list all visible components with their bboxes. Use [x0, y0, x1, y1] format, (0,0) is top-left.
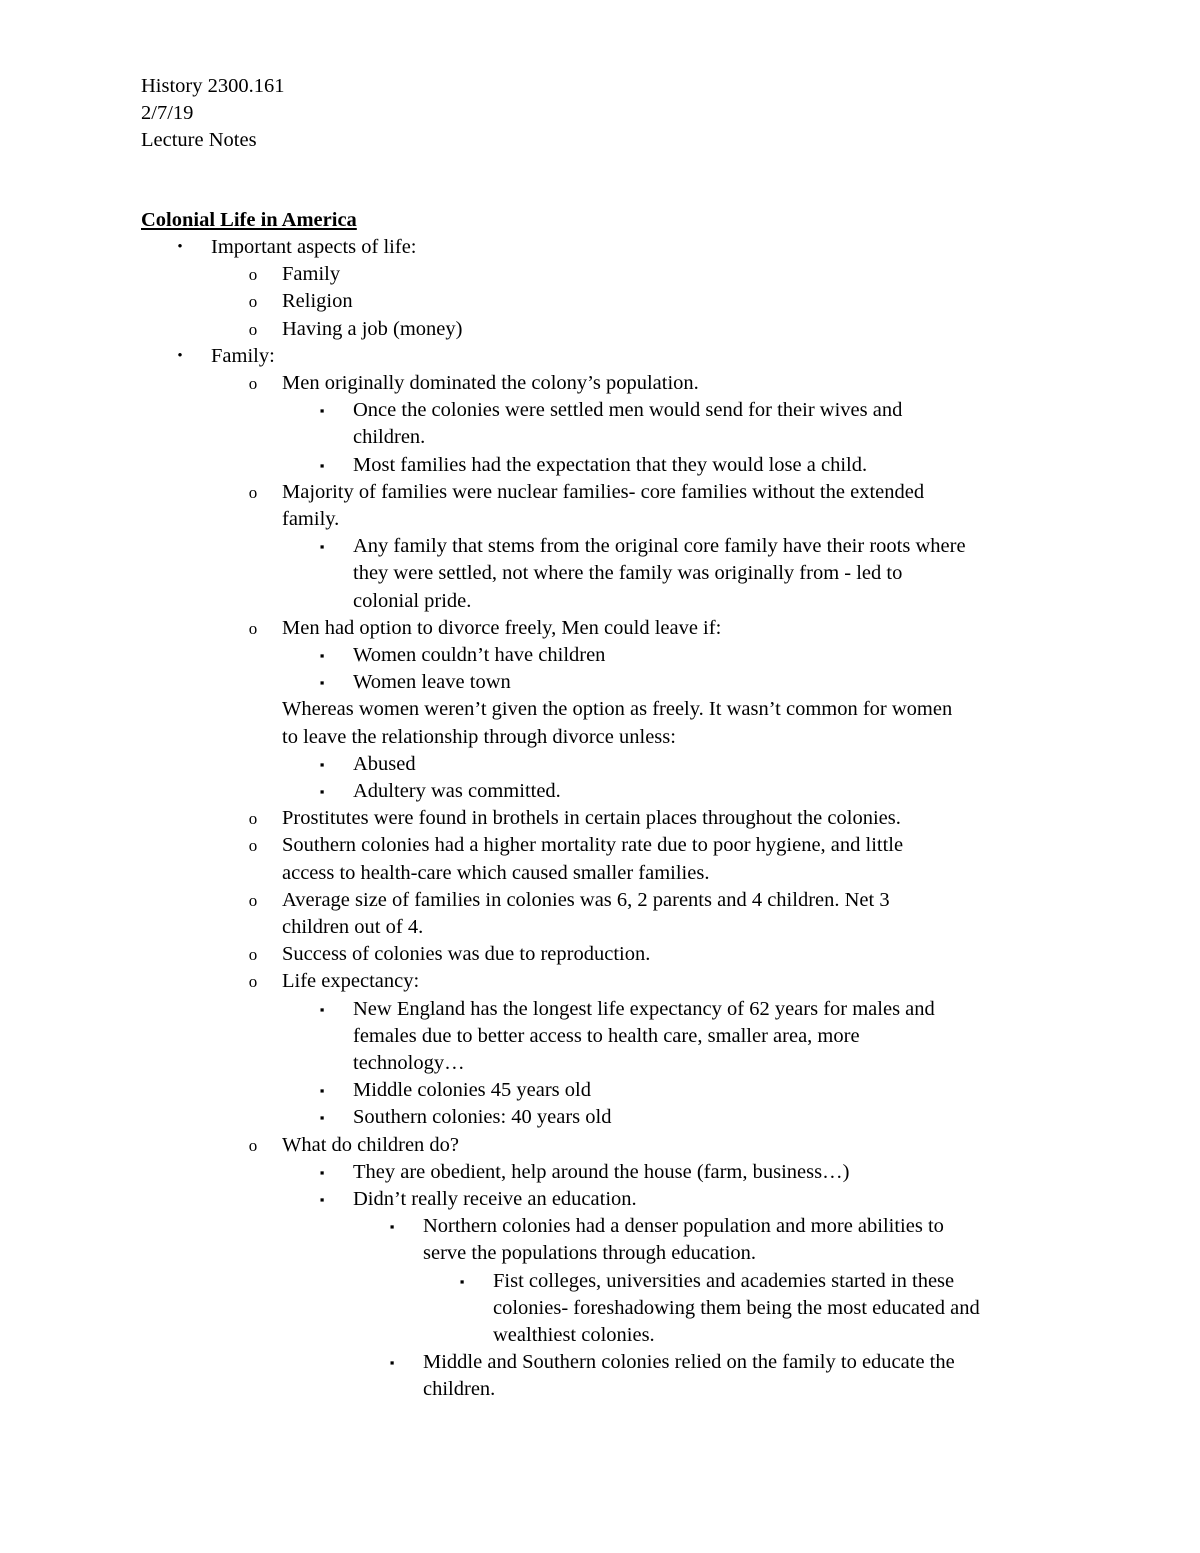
bullet-marker: ▪ [319, 403, 325, 418]
note-line: Fist colleges, universities and academies started in these [493, 1270, 955, 1292]
section-title: Colonial Life in America [141, 209, 357, 231]
note-line: Family [282, 263, 341, 285]
bullet-marker: o [248, 945, 258, 964]
bullet-marker: ▪ [459, 1274, 465, 1289]
note-line: Southern colonies had a higher mortality rate due to poor hygiene, and little [282, 834, 904, 856]
bullet-marker: • [177, 239, 183, 255]
bullet-marker: ▪ [319, 1110, 325, 1125]
bullet-marker: o [248, 972, 258, 991]
document-type: Lecture Notes [141, 129, 257, 151]
bullet-marker: • [177, 348, 183, 364]
note-line: Majority of families were nuclear families- core families without the extended [282, 481, 925, 503]
note-line: children out of 4. [282, 916, 424, 938]
bullet-marker: o [248, 1136, 258, 1155]
bullet-marker: ▪ [389, 1355, 395, 1370]
note-line: New England has the longest life expectancy of 62 years for males and [353, 998, 935, 1020]
note-line: Important aspects of life: [211, 236, 417, 258]
bullet-marker: o [248, 320, 258, 339]
note-line: females due to better access to health care, smaller area, more [353, 1025, 860, 1047]
note-line: family. [282, 508, 340, 530]
bullet-marker: o [248, 265, 258, 284]
note-line: to leave the relationship through divorce unless: [282, 726, 676, 748]
bullet-marker: o [248, 809, 258, 828]
bullet-marker: o [248, 292, 258, 311]
note-line: Women couldn’t have children [353, 644, 606, 666]
bullet-marker: ▪ [319, 757, 325, 772]
note-line: Middle and Southern colonies relied on the family to educate the [423, 1351, 955, 1373]
bullet-marker: o [248, 891, 258, 910]
note-line: Prostitutes were found in brothels in certain places throughout the colonies. [282, 807, 901, 829]
note-line: colonies- foreshadowing them being the most educated and [493, 1297, 980, 1319]
note-line: colonial pride. [353, 590, 472, 612]
note-line: Didn’t really receive an education. [353, 1188, 637, 1210]
note-line: Northern colonies had a denser population and more abilities to [423, 1215, 944, 1237]
note-line: Women leave town [353, 671, 511, 693]
note-line: Abused [353, 753, 416, 775]
bullet-marker: ▪ [319, 1002, 325, 1017]
bullet-marker: ▪ [319, 648, 325, 663]
note-line: Family: [211, 345, 275, 367]
note-line: Average size of families in colonies was 6, 2 parents and 4 children. Net 3 [282, 889, 890, 911]
note-line: access to health-care which caused smaller families. [282, 862, 710, 884]
note-line: children. [353, 426, 426, 448]
bullet-marker: ▪ [389, 1219, 395, 1234]
note-line: they were settled, not where the family was originally from - led to [353, 562, 903, 584]
bullet-marker: o [248, 483, 258, 502]
note-line: Southern colonies: 40 years old [353, 1106, 612, 1128]
note-line: technology… [353, 1052, 465, 1074]
note-line: Most families had the expectation that they would lose a child. [353, 454, 868, 476]
lecture-date: 2/7/19 [141, 102, 194, 124]
bullet-marker: ▪ [319, 458, 325, 473]
note-line: What do children do? [282, 1134, 460, 1156]
bullet-marker: o [248, 836, 258, 855]
note-line: serve the populations through education. [423, 1242, 757, 1264]
bullet-marker: ▪ [319, 1192, 325, 1207]
bullet-marker: o [248, 619, 258, 638]
bullet-marker: ▪ [319, 1165, 325, 1180]
note-line: Middle colonies 45 years old [353, 1079, 591, 1101]
note-line: Success of colonies was due to reproduction. [282, 943, 651, 965]
note-line: Whereas women weren’t given the option as freely. It wasn’t common for women [282, 698, 953, 720]
note-line: Men had option to divorce freely, Men could leave if: [282, 617, 722, 639]
note-line: Men originally dominated the colony’s population. [282, 372, 699, 394]
bullet-marker: ▪ [319, 539, 325, 554]
note-line: They are obedient, help around the house (farm, business…) [353, 1161, 850, 1183]
bullet-marker: ▪ [319, 675, 325, 690]
bullet-marker: ▪ [319, 784, 325, 799]
note-line: Any family that stems from the original core family have their roots where [353, 535, 966, 557]
bullet-marker: o [248, 374, 258, 393]
note-line: Having a job (money) [282, 318, 463, 340]
note-line: Life expectancy: [282, 970, 420, 992]
note-line: Once the colonies were settled men would send for their wives and [353, 399, 903, 421]
note-line: Religion [282, 290, 353, 312]
course-number: History 2300.161 [141, 75, 285, 97]
note-line: Adultery was committed. [353, 780, 561, 802]
note-line: children. [423, 1378, 496, 1400]
bullet-marker: ▪ [319, 1083, 325, 1098]
note-line: wealthiest colonies. [493, 1324, 655, 1346]
